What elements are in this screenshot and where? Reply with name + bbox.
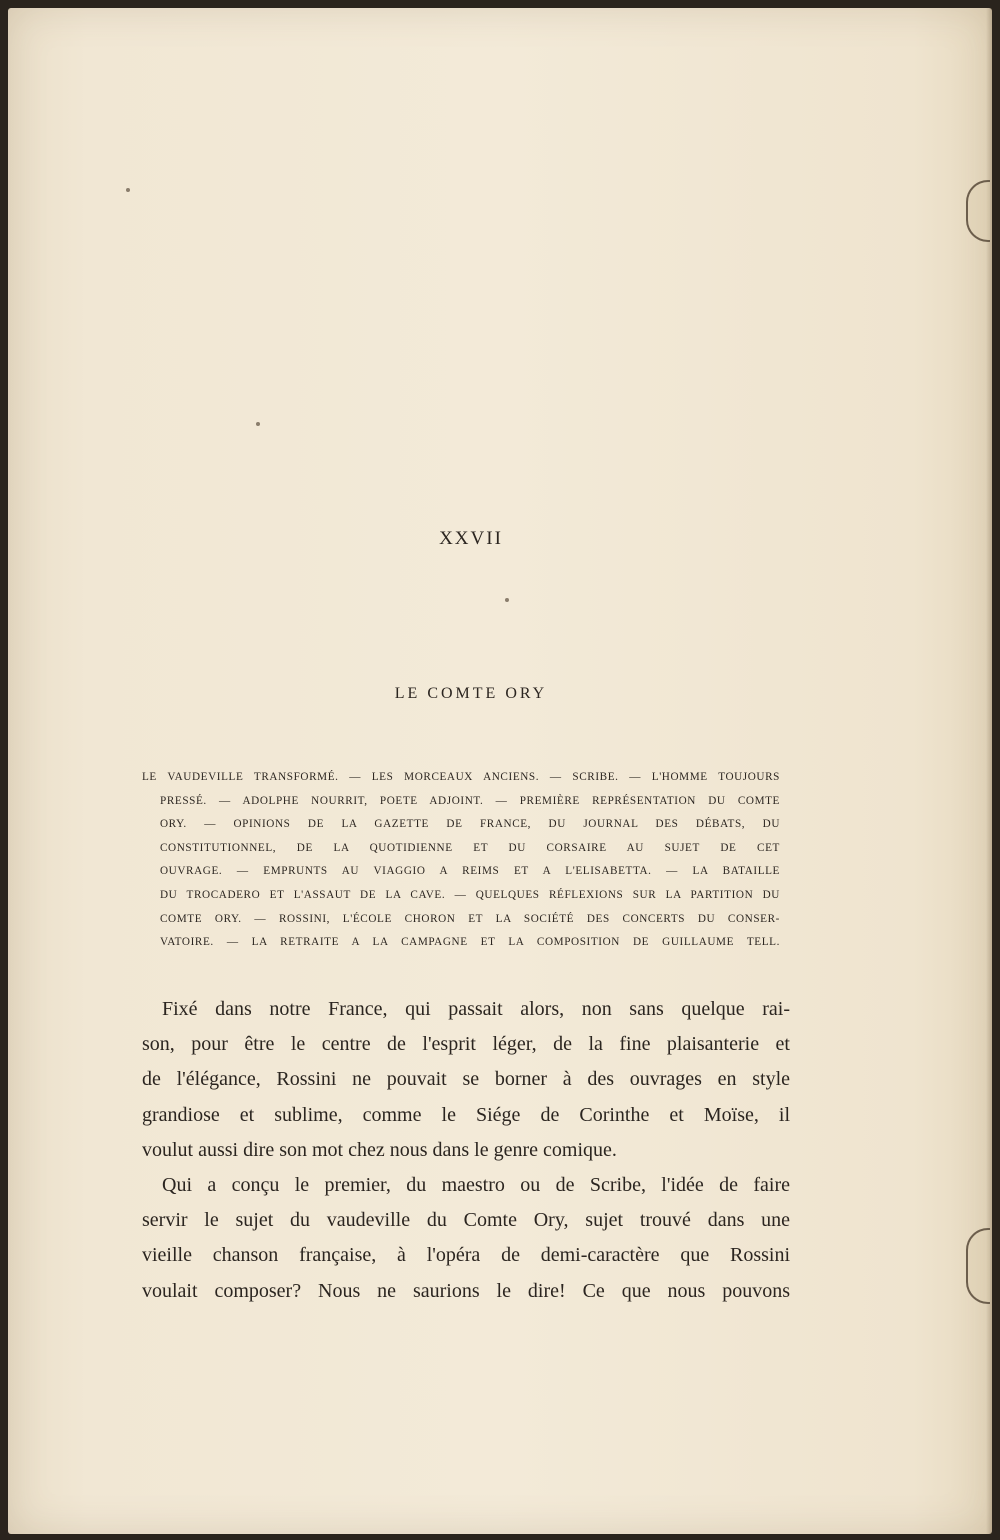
body-line: voulait composer? Nous ne saurions le dire! Ce que nous pouvons (142, 1279, 790, 1302)
chapter-summary (142, 766, 780, 955)
summary-line: COMTE ORY. — ROSSINI, L'ÉCOLE CHORON ET LA SOCIÉTÉ DES CONCERTS DU CONSER- (160, 912, 780, 925)
summary-line: DU TROCADERO ET L'ASSAUT DE LA CAVE. — QUELQUES RÉFLEXIONS SUR LA PARTITION DU (160, 888, 780, 901)
body-line: grandiose et sublime, comme le Siége de Corinthe et Moïse, il (142, 1103, 790, 1126)
body-line: son, pour être le centre de l'esprit léger, de la fine plaisanterie et (142, 1033, 790, 1056)
summary-line: LE VAUDEVILLE TRANSFORMÉ. — LES MORCEAUX ANCIENS. — SCRIBE. — L'HOMME TOUJOURS (142, 771, 780, 783)
page-tab-marker-top (966, 180, 990, 242)
body-line: Qui a conçu le premier, du maestro ou de Scribe, l'idée de faire (162, 1174, 790, 1197)
summary-line: CONSTITUTIONNEL, DE LA QUOTIDIENNE ET DU CORSAIRE AU SUJET DE CET (160, 841, 780, 854)
summary-line: VATOIRE. — LA RETRAITE A LA CAMPAGNE ET LA COMPOSITION DE GUILLAUME TELL. (160, 936, 780, 949)
book-page (8, 8, 992, 1534)
paper-speck (256, 422, 260, 426)
body-line: voulut aussi dire son mot chez nous dans le genre comique. (142, 1138, 617, 1161)
body-text (142, 992, 790, 1309)
summary-line: ORY. — OPINIONS DE LA GAZETTE DE FRANCE, DU JOURNAL DES DÉBATS, DU (160, 818, 780, 831)
summary-line: OUVRAGE. — EMPRUNTS AU VIAGGIO A REIMS ET A L'ELISABETTA. — LA BATAILLE (160, 865, 780, 878)
paper-speck (126, 188, 130, 192)
body-line: vieille chanson française, à l'opéra de demi-caractère que Rossini (142, 1244, 790, 1267)
summary-line: PRESSÉ. — ADOLPHE NOURRIT, POETE ADJOINT. — PREMIÈRE REPRÉSENTATION DU COMTE (160, 794, 780, 807)
chapter-number: XXVII (439, 528, 503, 549)
body-line: servir le sujet du vaudeville du Comte Ory, sujet trouvé dans une (142, 1209, 790, 1232)
body-line: de l'élégance, Rossini ne pouvait se borner à des ouvrages en style (142, 1068, 790, 1091)
page-tab-marker-bottom (966, 1228, 990, 1304)
chapter-title: LE COMTE ORY (394, 685, 548, 702)
paper-speck (505, 598, 509, 602)
body-line: Fixé dans notre France, qui passait alors, non sans quelque rai- (162, 998, 790, 1020)
